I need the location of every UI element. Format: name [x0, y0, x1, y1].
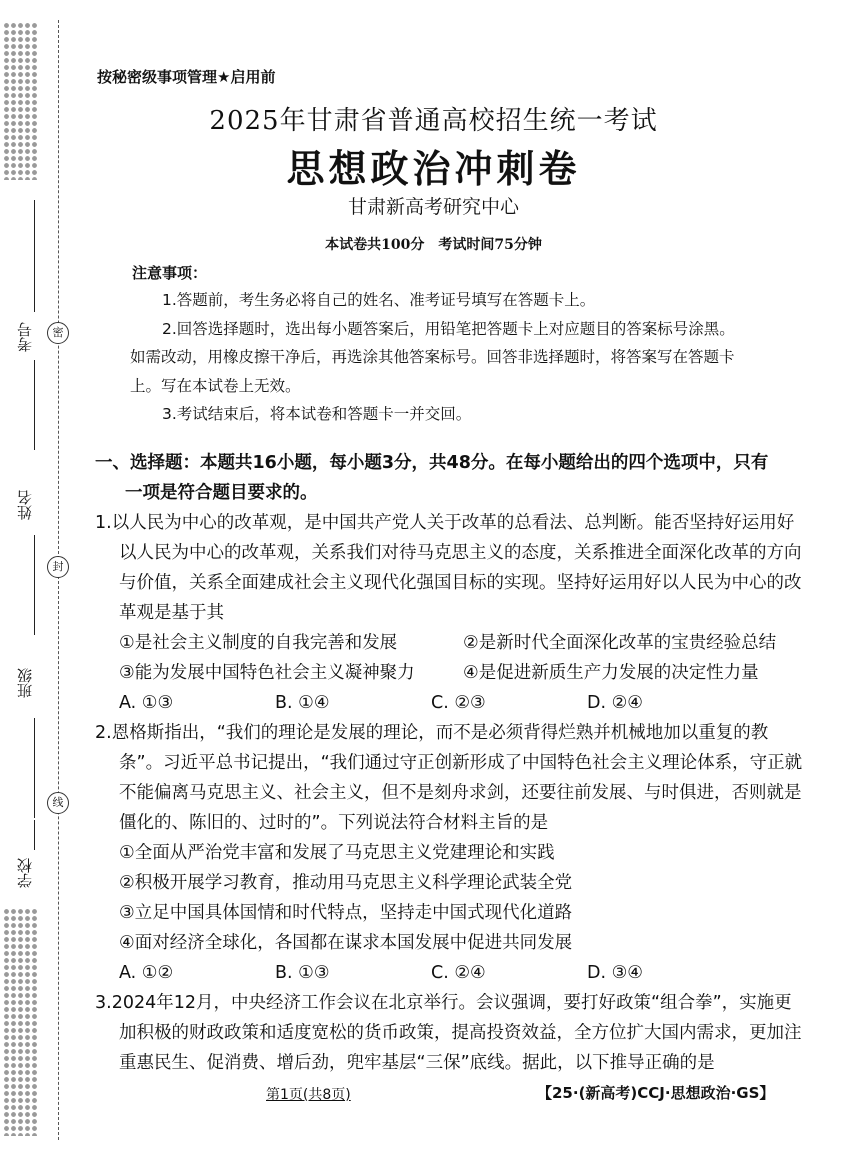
notice-item-1: 1.答题前，考生务必将自己的姓名、准考证号填写在答题卡上。: [162, 291, 596, 309]
question-1-stem: 1.以人民为中心的改革观，是中国共产党人关于改革的总看法、总判断。能否坚持好运用好以人民为中心的改革观，关系我们对待马克思主义的态度，关系推进全面深化改革的方向与价值，关系全面建成社会主义现代化强国目标的实现。坚持好运用好以人民为中心的改革观是基于其: [95, 513, 802, 623]
section-title-line2: 一项是符合题目要求的。: [125, 483, 318, 503]
class-label: 班级: [16, 668, 34, 698]
school-label: 学校: [16, 858, 34, 888]
q1-choice-a[interactable]: A. ①③: [119, 693, 174, 713]
notice-body: [130, 286, 790, 429]
question-1-statements: [95, 628, 807, 688]
q2-choice-b[interactable]: B. ①③: [275, 963, 330, 983]
q1-statement-4: ④是促进新质生产力发展的决定性力量: [463, 663, 759, 683]
q1-choice-b[interactable]: B. ①④: [275, 693, 330, 713]
seal-xian: 线: [47, 792, 69, 814]
question-content: [95, 448, 807, 1078]
q2-statement-2: ②积极开展学习教育，推动用马克思主义科学理论武装全党: [119, 873, 573, 893]
notice-item-2: 2.回答选择题时，选出每小题答案后，用铅笔把答题卡上对应题目的答案标号涂黑。: [162, 319, 735, 338]
question-1-choices: [95, 688, 807, 718]
notice-item-2-cont: 如需改动，用橡皮擦干净后，再选涂其他答案标号。回答非选择题时，将答案写在答题卡: [130, 348, 735, 366]
question-1: [95, 508, 807, 718]
q1-statement-1: ①是社会主义制度的自我完善和发展: [119, 633, 398, 653]
section-title: [95, 448, 807, 508]
exam-no-label: 考号: [16, 322, 34, 352]
q2-statement-1: ①全面从严治党丰富和发展了马克思主义党建理论和实践: [119, 843, 555, 863]
paper-code: 【25·(新高考)CCJ·思想政治·GS】: [537, 1084, 775, 1102]
question-2-stem: 2.恩格斯指出，“我们的理论是发展的理论，而不是必须背得烂熟并机械地加以重复的教条”。习近平总书记提出，“我们通过守正创新形成了中国特色社会主义理论体系，守正就不能偏离马克思主义、社会主义，但不是刻舟求剑，还要往前发展、与时俱进，否则就是僵化的、陈旧的、过时的”。下列说法符合材料主旨的是: [95, 723, 803, 833]
question-2-statements: [95, 838, 807, 958]
seal-feng: 封: [47, 556, 69, 578]
seal-mi: 密: [47, 322, 69, 344]
margin-dot-pattern-bottom: [3, 908, 37, 1136]
q2-choice-a[interactable]: A. ①②: [119, 963, 174, 983]
q1-choice-d[interactable]: D. ②④: [587, 693, 643, 713]
q1-statement-3: ③能为发展中国特色社会主义凝神聚力: [119, 663, 415, 683]
question-3-stem: 3.2024年12月，中央经济工作会议在北京举行。会议强调，要打好政策“组合拳”，实施更加积极的财政政策和适度宽松的货币政策，提高投资效益，全方位扩大国内需求，更加注重惠民生、促消费、增后劲，兜牢基层“三保”底线。据此，以下推导正确的是: [95, 993, 802, 1073]
exam-no-field-lower: [34, 360, 35, 450]
organization: 甘肃新高考研究中心: [347, 196, 519, 218]
q1-choice-c[interactable]: C. ②③: [431, 693, 486, 713]
page-number: 第1页(共8页): [266, 1087, 351, 1103]
exam-title: 2025年甘肃省普通高校招生统一考试: [209, 106, 658, 136]
q2-choice-c[interactable]: C. ②④: [431, 963, 486, 983]
notice-item-2-end: 上。写在本试卷上无效。: [130, 376, 301, 395]
q2-statement-4: ④面对经济全球化，各国都在谋求本国发展中促进共同发展: [119, 933, 573, 953]
secret-note: 按秘密级事项管理★启用前: [97, 68, 276, 86]
class-field[interactable]: [34, 718, 35, 818]
exam-info: 本试卷共100分 考试时间75分钟: [325, 237, 542, 253]
notice-heading: 注意事项：: [132, 264, 208, 282]
question-2: [95, 718, 807, 988]
school-field[interactable]: [34, 820, 35, 850]
q1-statement-2: ②是新时代全面深化改革的宝贵经验总结: [463, 633, 777, 653]
q2-statement-3: ③立足中国具体国情和时代特点，坚持走中国式现代化道路: [119, 903, 573, 923]
subject-title: 思想政治冲刺卷: [286, 147, 581, 191]
name-field[interactable]: [34, 535, 35, 635]
notice-item-3: 3.考试结束后，将本试卷和答题卡一并交回。: [162, 405, 472, 423]
section-title-line1: 一、选择题：本题共16小题，每小题3分，共48分。在每小题给出的四个选项中，只有: [95, 453, 769, 473]
name-label: 姓名: [16, 490, 34, 520]
question-3: [95, 988, 807, 1078]
question-2-choices: [95, 958, 807, 988]
q2-choice-d[interactable]: D. ③④: [587, 963, 643, 983]
